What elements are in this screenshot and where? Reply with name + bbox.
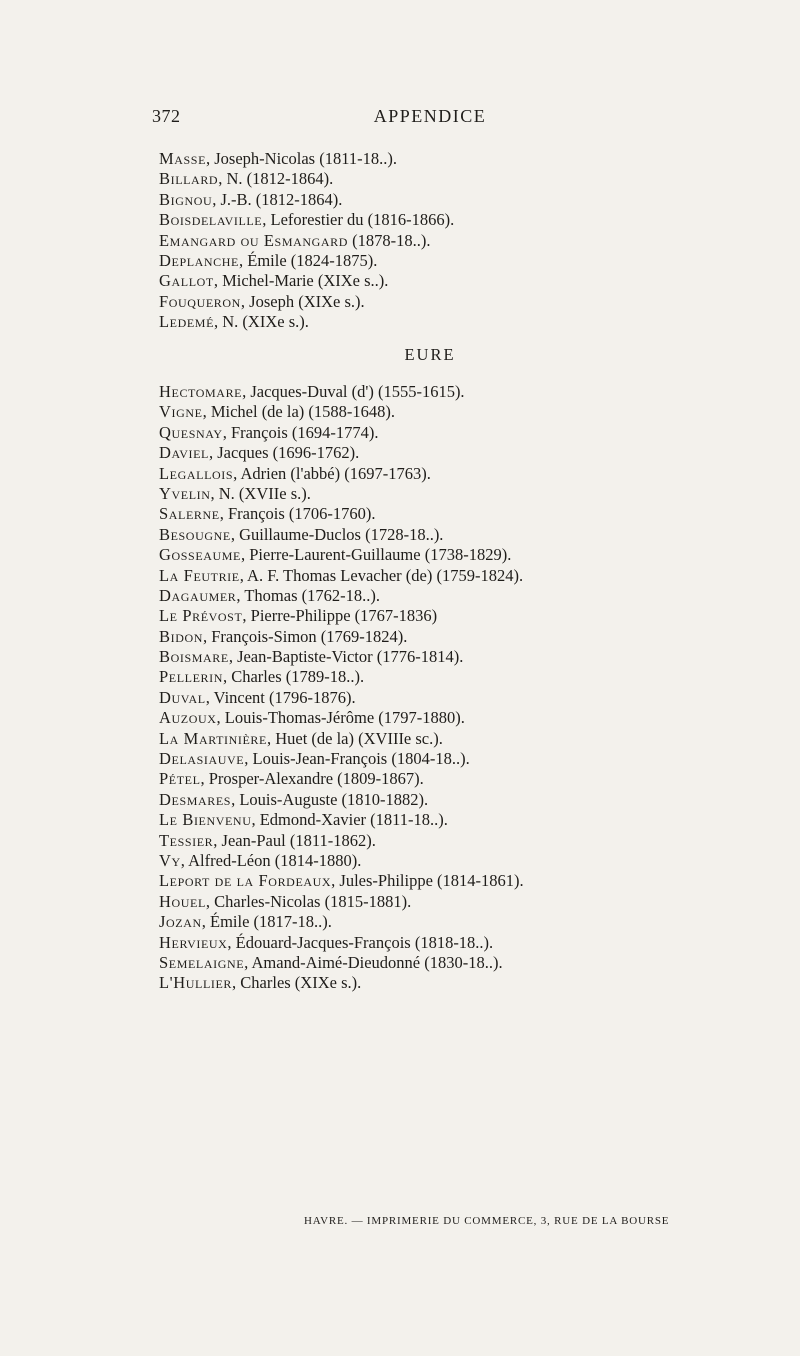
entry-details: , Jean-Paul (1811-1862). (213, 830, 376, 850)
running-head: APPENDICE (373, 106, 487, 126)
entry-surname: Pétel (159, 769, 201, 789)
entry-surname: Jozan (159, 912, 202, 932)
entry-surname: Bidon (159, 626, 203, 646)
list-item (159, 871, 779, 891)
list-item (159, 402, 779, 422)
list-item (159, 953, 779, 973)
list-item (159, 831, 779, 851)
entry-details: , Émile (1817-18..). (201, 912, 332, 932)
list-item (159, 586, 779, 606)
entry-details: , N. (XVIIe s.). (210, 483, 311, 503)
list-item (159, 504, 779, 524)
entry-surname: Dagaumer (159, 585, 237, 605)
entry-list-eure (159, 382, 779, 994)
entry-details: , Charles (XIXe s.). (232, 973, 362, 993)
entry-details: , Michel (de la) (1588-1648). (202, 402, 396, 422)
list-item (159, 667, 779, 687)
list-item (159, 231, 779, 251)
entry-details: , Pierre-Laurent-Guillaume (1738-1829). (241, 545, 512, 565)
entry-surname: Boismare (159, 647, 229, 667)
list-item (159, 292, 779, 312)
entry-details: , Vincent (1796-1876). (205, 687, 356, 707)
entry-details: , Louis-Auguste (1810-1882). (231, 789, 429, 809)
entry-details: , François (1694-1774). (222, 422, 379, 442)
entry-details: , Joseph (XIXe s.). (240, 291, 365, 311)
entry-details: , Charles-Nicolas (1815-1881). (205, 891, 412, 911)
entry-details: , A. F. Thomas Levacher (de) (1759-1824). (239, 565, 524, 585)
list-item (159, 169, 779, 189)
entry-details: , Huet (de la) (XVIIIe sc.). (266, 728, 443, 748)
entry-details: , N. (1812-1864). (218, 169, 334, 189)
entry-surname: Tessier (159, 830, 214, 850)
entry-surname: Fouqueron (159, 291, 241, 311)
list-item (159, 688, 779, 708)
entry-surname: La Martinière (159, 728, 267, 748)
entry-details: , François (1706-1760). (219, 504, 376, 524)
entry-surname: Semelaigne (159, 952, 245, 972)
entry-surname: Desmares (159, 789, 232, 809)
entry-details: , Jacques-Duval (d') (1555-1615). (242, 382, 465, 401)
list-item (159, 525, 779, 545)
entry-details: , Émile (1824-1875). (238, 250, 378, 270)
entry-details: , François-Simon (1769-1824). (203, 626, 408, 646)
list-item (159, 627, 779, 647)
list-item (159, 851, 779, 871)
entry-details: , Joseph-Nicolas (1811-18..). (206, 149, 397, 168)
list-item (159, 566, 779, 586)
section-heading-eure: EURE (404, 345, 456, 364)
entry-surname: Yvelin (159, 483, 211, 503)
entry-surname: Billard (159, 169, 219, 189)
entry-surname: Legallois (159, 463, 234, 483)
list-item (159, 892, 779, 912)
colophon: HAVRE. — IMPRIMERIE DU COMMERCE, 3, RUE DE LA BOURSE (304, 1215, 670, 1227)
entry-surname: Auzoux (159, 708, 217, 728)
list-item (159, 251, 779, 271)
entry-details: , Jacques (1696-1762). (208, 443, 360, 463)
list-item (159, 973, 779, 993)
entry-surname: Salerne (159, 504, 220, 524)
entry-details: , Alfred-Léon (1814-1880). (180, 850, 362, 870)
entry-details: , Louis-Jean-François (1804-18..). (244, 749, 470, 769)
list-item (159, 210, 779, 230)
entry-details: , Edmond-Xavier (1811-18..). (251, 810, 448, 830)
entry-details: , Thomas (1762-18..). (236, 585, 380, 605)
entry-surname: Vigne (159, 402, 203, 422)
entry-surname: Le Prévost (159, 606, 243, 626)
entry-details: , Jean-Baptiste-Victor (1776-1814). (228, 647, 464, 667)
entry-surname: Houel (159, 891, 206, 911)
entry-surname: Deplanche (159, 250, 239, 270)
entry-details: , Louis-Thomas-Jérôme (1797-1880). (216, 708, 465, 728)
list-item (159, 769, 779, 789)
entry-surname: Pellerin (159, 667, 223, 687)
entry-surname: Delasiauve (159, 749, 245, 769)
entry-details: (1878-18..). (348, 230, 431, 250)
entry-details: , N. (XIXe s.). (214, 312, 309, 332)
list-item (159, 149, 779, 169)
list-item (159, 382, 779, 402)
entry-surname: Vy (159, 850, 181, 870)
list-item (159, 708, 779, 728)
entry-details: , Charles (1789-18..). (222, 667, 365, 687)
list-item (159, 464, 779, 484)
list-item (159, 606, 779, 626)
list-item (159, 484, 779, 504)
list-item (159, 912, 779, 932)
list-item (159, 810, 779, 830)
list-item (159, 443, 779, 463)
entry-surname: Duval (159, 687, 206, 707)
entry-surname: Emangard ou Esmangard (159, 230, 349, 250)
list-item (159, 423, 779, 443)
entry-surname: Ledemé (159, 312, 215, 332)
entry-details: , Guillaume-Duclos (1728-18..). (230, 524, 444, 544)
list-item (159, 790, 779, 810)
list-item (159, 729, 779, 749)
entry-surname: La Feutrie (159, 565, 240, 585)
entry-surname: Besougne (159, 524, 231, 544)
entry-details: , Édouard-Jacques-François (1818-18..). (227, 932, 494, 952)
entry-details: , Pierre-Philippe (1767-1836) (242, 606, 438, 626)
list-item (159, 647, 779, 667)
list-item (159, 545, 779, 565)
entry-surname: Boisdelaville (159, 210, 263, 230)
entry-details: , Adrien (l'abbé) (1697-1763). (233, 463, 431, 483)
entry-surname: Daviel (159, 443, 209, 463)
entry-details: , Jules-Philippe (1814-1861). (331, 871, 524, 891)
entry-details: , Leforestier du (1816-1866). (262, 210, 455, 230)
entry-surname: Hectomare (159, 382, 243, 401)
page-number: 372 (152, 106, 181, 126)
list-item (159, 312, 779, 332)
list-item (159, 749, 779, 769)
entry-surname: Hervieux (159, 932, 228, 952)
entry-details: , Prosper-Alexandre (1809-1867). (200, 769, 424, 789)
list-item (159, 933, 779, 953)
list-item (159, 271, 779, 291)
entry-surname: Bignou (159, 189, 213, 209)
entry-surname: L'Hullier (159, 973, 233, 993)
entry-details: , J.-B. (1812-1864). (212, 189, 343, 209)
entry-details: , Amand-Aimé-Dieudonné (1830-18..). (244, 952, 503, 972)
entry-list-top (159, 149, 779, 333)
entry-surname: Le Bienvenu (159, 810, 252, 830)
entry-surname: Gosseaume (159, 545, 241, 565)
entry-surname: Masse (159, 149, 207, 168)
entry-surname: Leport de la Fordeaux (159, 871, 332, 891)
list-item (159, 190, 779, 210)
entry-surname: Gallot (159, 271, 214, 291)
entry-details: , Michel-Marie (XIXe s..). (213, 271, 389, 291)
entry-surname: Quesnay (159, 422, 223, 442)
